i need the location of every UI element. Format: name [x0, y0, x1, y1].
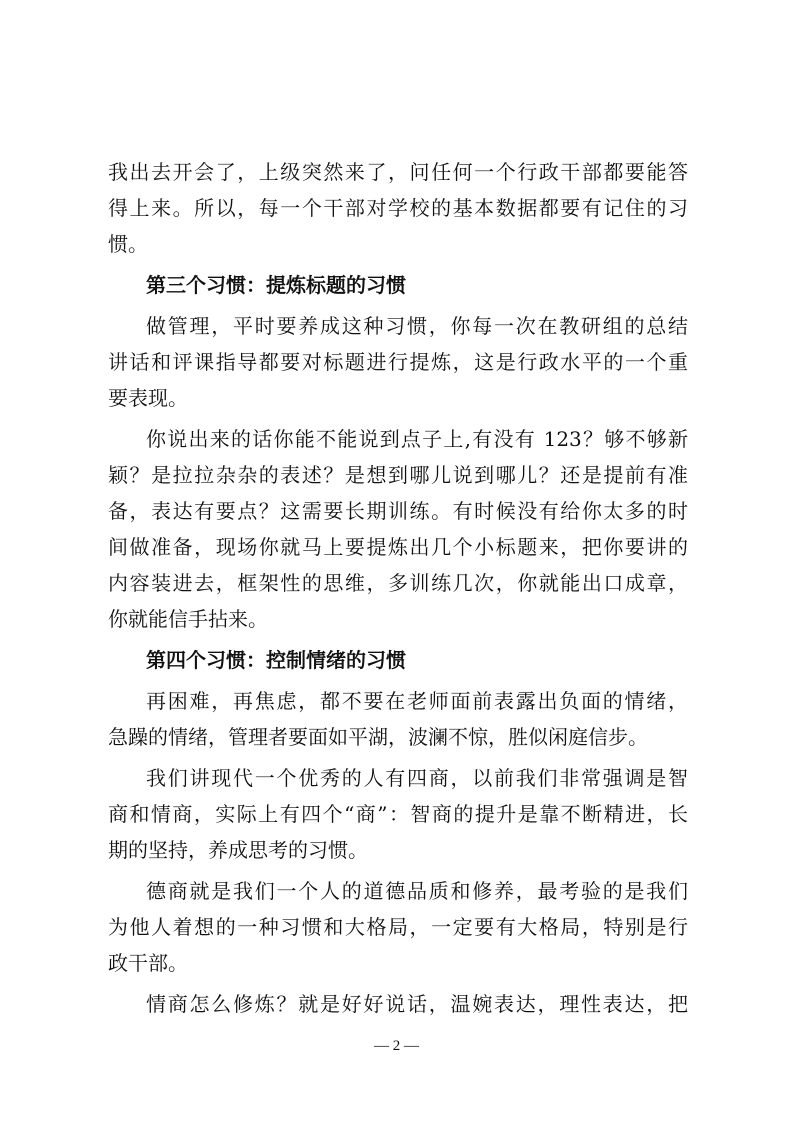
text-line: 期的坚持，养成思考的习惯。	[108, 838, 368, 862]
text-line: 备，表达有要点？这需要长期训练。有时候没有给你太多的时	[108, 499, 688, 523]
text-line: 得上来。所以，每一个干部对学校的基本数据都要有记住的习	[108, 196, 688, 220]
text-line: 德商就是我们一个人的道德品质和修养，最考验的是我们	[146, 879, 688, 903]
paragraph	[108, 308, 688, 416]
paragraph	[108, 760, 688, 868]
paragraph	[108, 683, 688, 755]
paragraph	[108, 873, 688, 981]
text-line: 急躁的情绪，管理者要面如平湖，波澜不惊，胜似闲庭信步。	[108, 725, 648, 749]
paragraph	[108, 986, 688, 1022]
paragraph	[108, 421, 688, 637]
text-line: 我们讲现代一个优秀的人有四商，以前我们非常强调是智	[146, 766, 688, 790]
page-number: — 2 —	[374, 1038, 419, 1054]
text-line: 要表现。	[108, 386, 188, 410]
text-line: 第三个习惯：提炼标题的习惯	[146, 273, 406, 297]
text-line: 你说出来的话你能不能说到点子上,有没有 123？够不够新	[146, 427, 688, 451]
document-body	[108, 154, 688, 1022]
text-line: 再困难，再焦虑，都不要在老师面前表露出负面的情绪，	[146, 689, 688, 713]
section-heading	[108, 642, 688, 678]
text-line: 做管理，平时要养成这种习惯，你每一次在教研组的总结	[146, 314, 688, 338]
text-line: 内容装进去，框架性的思维，多训练几次，你就能出口成章，	[108, 571, 688, 595]
section-heading	[108, 267, 688, 303]
text-line: 讲话和评课指导都要对标题进行提炼，这是行政水平的一个重	[108, 350, 688, 374]
text-line: 第四个习惯：控制情绪的习惯	[146, 648, 406, 672]
text-line: 颖？是拉拉杂杂的表述？是想到哪儿说到哪儿？还是提前有准	[108, 463, 688, 487]
text-line: 间做准备，现场你就马上要提炼出几个小标题来，把你要讲的	[108, 535, 688, 559]
text-line: 我出去开会了，上级突然来了，问任何一个行政干部都要能答	[108, 160, 688, 184]
text-line: 商和情商，实际上有四个“商”：智商的提升是靠不断精进，长	[108, 802, 688, 826]
text-line: 惯。	[108, 232, 148, 256]
text-line: 情商怎么修炼？就是好好说话，温婉表达，理性表达，把	[146, 992, 688, 1016]
paragraph	[108, 154, 688, 262]
text-line: 为他人着想的一种习惯和大格局，一定要有大格局，特别是行	[108, 915, 688, 939]
text-line: 政干部。	[108, 951, 188, 975]
text-line: 你就能信手拈来。	[108, 607, 268, 631]
